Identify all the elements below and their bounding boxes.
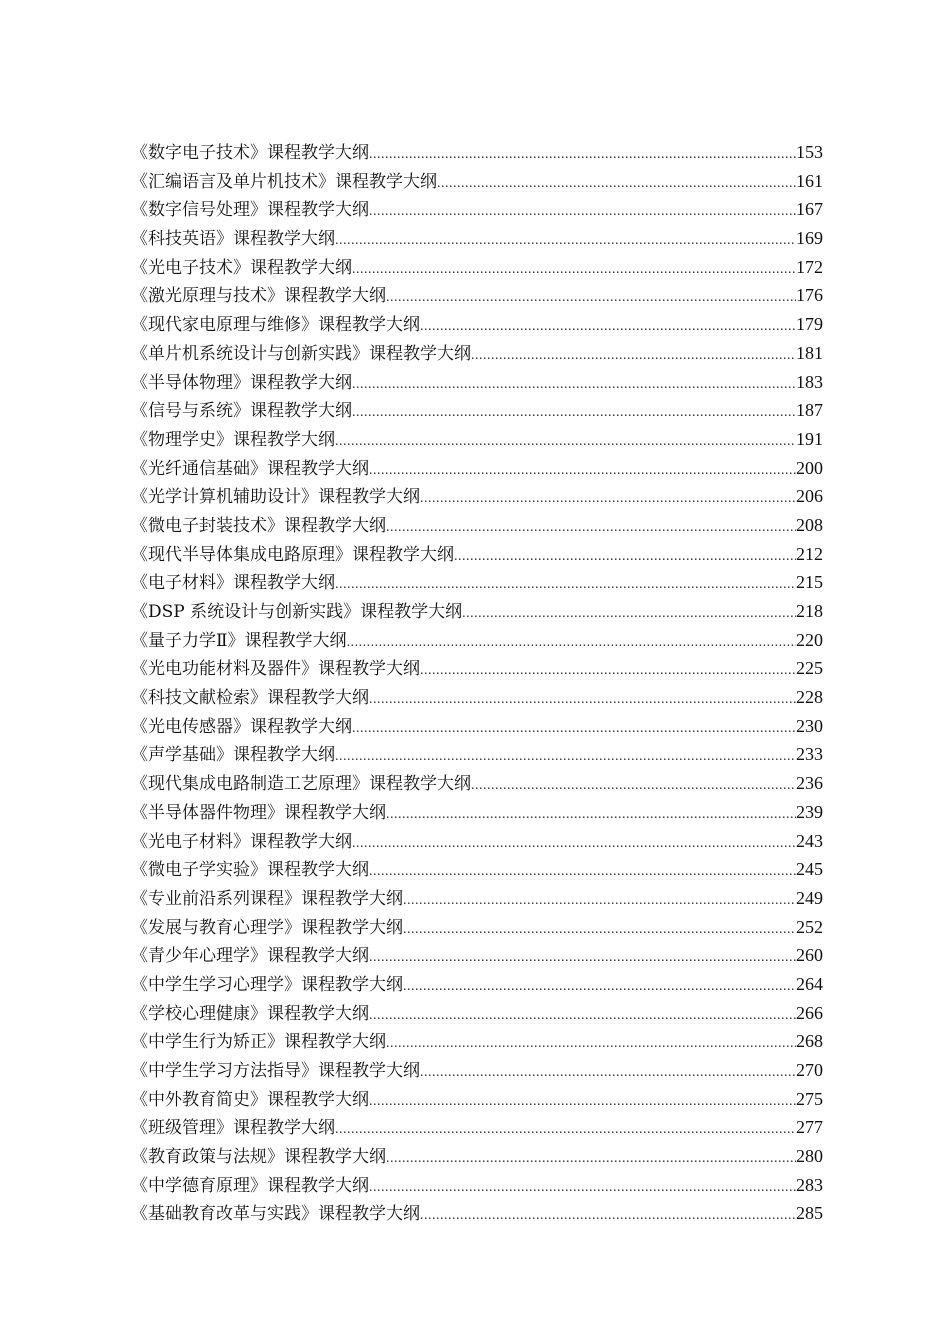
toc-entry[interactable] (131, 913, 823, 942)
toc-entry-title: 《科技英语》课程教学大纲 (131, 229, 335, 250)
toc-entry-page-number: 245 (796, 859, 823, 880)
toc-entry-title: 《中学生学习心理学》课程教学大纲 (131, 974, 403, 995)
toc-entry-page-number: 206 (796, 486, 823, 507)
toc-dot-leader (386, 1145, 796, 1174)
toc-entry[interactable] (131, 1056, 823, 1085)
toc-entry-title: 《班级管理》课程教学大纲 (131, 1118, 335, 1139)
toc-dot-leader (352, 371, 796, 400)
toc-dot-leader (437, 170, 796, 199)
toc-entry-page-number: 153 (796, 142, 823, 162)
toc-entry-page-number: 260 (796, 945, 823, 966)
toc-entry-title: 《现代半导体集成电路原理》课程教学大纲 (131, 544, 454, 565)
toc-entry-page-number: 176 (796, 285, 823, 306)
toc-entry-page-number: 233 (796, 744, 823, 765)
toc-entry[interactable] (131, 1113, 823, 1142)
toc-dot-leader (352, 715, 796, 744)
toc-entry-title: 《光电功能材料及器件》课程教学大纲 (131, 659, 420, 680)
toc-entry[interactable] (131, 999, 823, 1028)
toc-entry-title: 《中学生行为矫正》课程教学大纲 (131, 1032, 386, 1053)
toc-entry-title: 《DSP 系统设计与创新实践》课程教学大纲 (131, 602, 463, 622)
toc-entry[interactable] (131, 712, 823, 741)
toc-entry-page-number: 187 (796, 400, 823, 421)
toc-dot-leader (420, 313, 796, 342)
toc-entry[interactable] (131, 798, 823, 827)
toc-dot-leader (462, 600, 796, 629)
toc-entry[interactable] (131, 339, 823, 368)
toc-entry-title: 《光电子材料》课程教学大纲 (131, 831, 352, 852)
toc-entry[interactable] (131, 626, 823, 655)
toc-entry[interactable] (131, 1199, 823, 1228)
toc-entry-title: 《基础教育改革与实践》课程教学大纲 (131, 1204, 420, 1225)
toc-dot-leader (335, 1116, 796, 1145)
toc-entry-page-number: 264 (796, 973, 823, 994)
toc-dot-leader (352, 830, 796, 859)
toc-entry[interactable] (131, 138, 823, 167)
toc-dot-leader (352, 399, 796, 428)
toc-entry-page-number: 212 (796, 543, 823, 564)
toc-entry-title: 《信号与系统》课程教学大纲 (131, 401, 352, 422)
toc-dot-leader (335, 428, 796, 457)
toc-entry-page-number: 225 (796, 658, 823, 679)
toc-entry-title: 《现代家电原理与维修》课程教学大纲 (131, 315, 420, 336)
toc-entry[interactable] (131, 855, 823, 884)
toc-entry-title: 《单片机系统设计与创新实践》课程教学大纲 (131, 343, 471, 364)
toc-entry[interactable] (131, 568, 823, 597)
toc-entry[interactable] (131, 368, 823, 397)
toc-dot-leader (335, 571, 796, 600)
toc-dot-leader (403, 916, 796, 945)
toc-entry-page-number: 220 (796, 629, 823, 650)
toc-entry-page-number: 179 (796, 314, 823, 335)
toc-entry[interactable] (131, 740, 823, 769)
toc-entry[interactable] (131, 167, 823, 196)
toc-entry-page-number: 268 (796, 1031, 823, 1052)
toc-entry-page-number: 200 (796, 457, 823, 478)
toc-entry[interactable] (131, 281, 823, 310)
toc-entry-page-number: 275 (796, 1088, 823, 1109)
toc-entry-title: 《半导体器件物理》课程教学大纲 (131, 802, 386, 823)
toc-dot-leader (386, 284, 796, 313)
toc-entry-page-number: 181 (796, 342, 823, 363)
toc-entry-page-number: 172 (796, 256, 823, 277)
toc-entry[interactable] (131, 884, 823, 913)
toc-dot-leader (386, 1030, 796, 1059)
toc-entry-page-number: 270 (796, 1060, 823, 1080)
toc-dot-leader (335, 743, 796, 772)
toc-dot-leader (420, 1059, 796, 1088)
toc-entry-title: 《声学基础》课程教学大纲 (131, 745, 335, 766)
toc-entry[interactable] (131, 425, 823, 454)
toc-dot-leader (369, 686, 796, 715)
toc-entry-page-number: 218 (796, 601, 823, 621)
toc-dot-leader (369, 457, 796, 486)
toc-entry-title: 《光纤通信基础》课程教学大纲 (131, 458, 369, 479)
toc-entry[interactable] (131, 769, 823, 798)
toc-entry-page-number: 243 (796, 830, 823, 851)
toc-entry[interactable] (131, 654, 823, 683)
toc-entry-title: 《中学德育原理》课程教学大纲 (131, 1175, 369, 1196)
toc-dot-leader (386, 514, 796, 543)
toc-entry-title: 《激光原理与技术》课程教学大纲 (131, 286, 386, 307)
toc-dot-leader (454, 543, 796, 572)
toc-entry-page-number: 228 (796, 687, 823, 708)
toc-entry-page-number: 252 (796, 916, 823, 937)
toc-dot-leader (369, 1002, 796, 1031)
toc-entry-title: 《微电子封装技术》课程教学大纲 (131, 515, 386, 536)
toc-entry[interactable] (131, 396, 823, 425)
toc-entry[interactable] (131, 1027, 823, 1056)
toc-entry[interactable] (131, 597, 823, 626)
toc-entry[interactable] (131, 454, 823, 483)
table-of-contents (131, 138, 823, 1228)
toc-dot-leader (420, 1202, 796, 1231)
toc-entry-title: 《中学生学习方法指导》课程教学大纲 (131, 1061, 420, 1081)
toc-entry-title: 《电子材料》课程教学大纲 (131, 573, 335, 594)
toc-entry[interactable] (131, 941, 823, 970)
toc-entry-page-number: 169 (796, 228, 823, 249)
toc-entry-page-number: 215 (796, 572, 823, 593)
toc-dot-leader (369, 1088, 796, 1117)
toc-entry-page-number: 266 (796, 1002, 823, 1023)
toc-entry-page-number: 280 (796, 1146, 823, 1167)
toc-entry[interactable] (131, 1085, 823, 1114)
toc-dot-leader (403, 973, 796, 1002)
toc-entry-title: 《汇编语言及单片机技术》课程教学大纲 (131, 171, 437, 192)
toc-entry[interactable] (131, 827, 823, 856)
toc-entry-title: 《现代集成电路制造工艺原理》课程教学大纲 (131, 774, 471, 795)
toc-dot-leader (369, 944, 796, 973)
toc-entry[interactable] (131, 970, 823, 999)
toc-entry-title: 《量子力学Ⅱ》课程教学大纲 (131, 630, 347, 651)
toc-entry[interactable] (131, 224, 823, 253)
toc-entry-title: 《青少年心理学》课程教学大纲 (131, 946, 369, 967)
toc-dot-leader (335, 227, 796, 256)
toc-entry-title: 《发展与教育心理学》课程教学大纲 (131, 917, 403, 938)
toc-dot-leader (420, 485, 796, 514)
toc-entry-page-number: 239 (796, 801, 823, 822)
toc-entry-page-number: 167 (796, 199, 823, 220)
toc-entry-page-number: 208 (796, 514, 823, 535)
toc-entry-title: 《数字电子技术》课程教学大纲 (131, 143, 369, 163)
toc-entry-title: 《半导体物理》课程教学大纲 (131, 372, 352, 393)
toc-entry-page-number: 249 (796, 887, 823, 908)
toc-entry-page-number: 161 (796, 170, 823, 191)
toc-dot-leader (369, 1174, 796, 1203)
toc-dot-leader (386, 801, 796, 830)
toc-entry[interactable] (131, 195, 823, 224)
toc-entry-title: 《专业前沿系列课程》课程教学大纲 (131, 888, 403, 909)
toc-entry-page-number: 277 (796, 1117, 823, 1138)
toc-dot-leader (369, 858, 796, 887)
toc-dot-leader (471, 772, 796, 801)
toc-dot-leader (471, 342, 796, 371)
toc-dot-leader (347, 629, 796, 658)
toc-entry-title: 《中外教育简史》课程教学大纲 (131, 1089, 369, 1110)
toc-entry[interactable] (131, 540, 823, 569)
toc-entry[interactable] (131, 253, 823, 282)
toc-entry-title: 《光电子技术》课程教学大纲 (131, 257, 352, 278)
toc-entry-title: 《学校心理健康》课程教学大纲 (131, 1003, 369, 1024)
toc-entry-page-number: 191 (796, 428, 823, 449)
toc-dot-leader (369, 198, 796, 227)
toc-entry-title: 《光电传感器》课程教学大纲 (131, 716, 352, 737)
toc-entry-page-number: 230 (796, 715, 823, 736)
toc-entry[interactable] (131, 482, 823, 511)
toc-dot-leader (352, 256, 796, 285)
toc-entry[interactable] (131, 683, 823, 712)
toc-entry-page-number: 236 (796, 773, 823, 794)
toc-dot-leader (403, 887, 796, 916)
toc-entry-title: 《物理学史》课程教学大纲 (131, 429, 335, 450)
toc-entry-title: 《微电子学实验》课程教学大纲 (131, 860, 369, 881)
toc-entry-title: 《光学计算机辅助设计》课程教学大纲 (131, 487, 420, 508)
toc-entry-page-number: 283 (796, 1174, 823, 1195)
toc-entry[interactable] (131, 310, 823, 339)
toc-entry[interactable] (131, 1142, 823, 1171)
toc-entry-title: 《数字信号处理》课程教学大纲 (131, 200, 369, 221)
toc-entry-page-number: 285 (796, 1203, 823, 1224)
toc-dot-leader (369, 141, 796, 170)
toc-entry-page-number: 183 (796, 371, 823, 392)
toc-entry-title: 《教育政策与法规》课程教学大纲 (131, 1147, 386, 1168)
toc-entry[interactable] (131, 511, 823, 540)
toc-entry-title: 《科技文献检索》课程教学大纲 (131, 688, 369, 709)
toc-entry[interactable] (131, 1171, 823, 1200)
toc-dot-leader (420, 657, 796, 686)
